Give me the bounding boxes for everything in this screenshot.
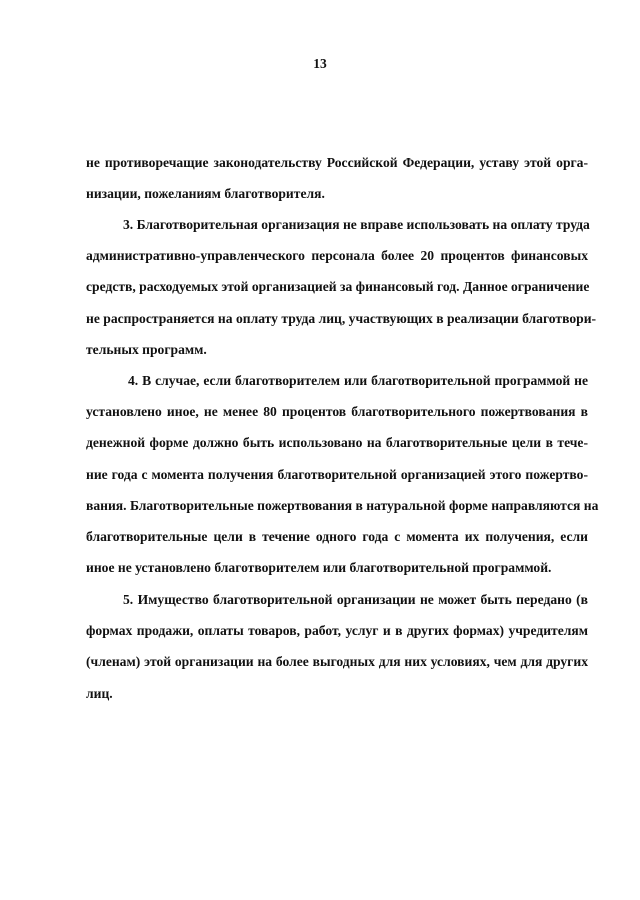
- text-line: иное не установлено благотворителем или благотворительной программой.: [86, 560, 552, 576]
- text-line: установлено иное, не менее 80 процентов благотворительного пожертвования в: [86, 404, 588, 420]
- text-line: формах продажи, оплаты товаров, работ, услуг и в других формах) учредителям: [86, 623, 588, 639]
- text-line: 4. В случае, если благотворителем или благотворительной программой не: [128, 373, 588, 388]
- text-line: 5. Имущество благотворительной организации не может быть передано (в: [123, 592, 588, 607]
- text-line: не распространяется на оплату труда лиц, участвующих в реализации благотвори-: [86, 310, 597, 326]
- text-line: административно-управленческого персонала более 20 процентов финансовых: [86, 248, 588, 264]
- text-line: благотворительные цели в течение одного года с момента их получения, если: [86, 528, 588, 544]
- text-line: вания. Благотворительные пожертвования в натуральной форме направляются на: [86, 497, 599, 513]
- text-line: низации, пожеланиям благотворителя.: [86, 186, 325, 202]
- page-number: 13: [313, 56, 327, 71]
- text-line: лиц.: [86, 685, 113, 701]
- paragraph-item-5: [86, 584, 588, 709]
- text-line: тельных программ.: [86, 341, 207, 357]
- text-line: (членам) этой организации на более выгодных для них условиях, чем для других: [86, 654, 588, 670]
- text-line: 3. Благотворительная организация не вправе использовать на оплату труда: [123, 217, 590, 232]
- text-line: ние года с момента получения благотворительной организацией этого пожертво-: [86, 466, 588, 482]
- paragraph-item-4: [86, 365, 599, 583]
- text-line: средств, расходуемых этой организацией за финансовый год. Данное ограничение: [86, 279, 590, 295]
- text-line: не противоречащие законодательству Российской Федерации, уставу этой орга-: [86, 155, 588, 170]
- paragraph-item-3: [86, 209, 597, 365]
- text-line: денежной форме должно быть использовано на благотворительные цели в тече-: [86, 435, 588, 451]
- paragraph-1: [86, 147, 588, 209]
